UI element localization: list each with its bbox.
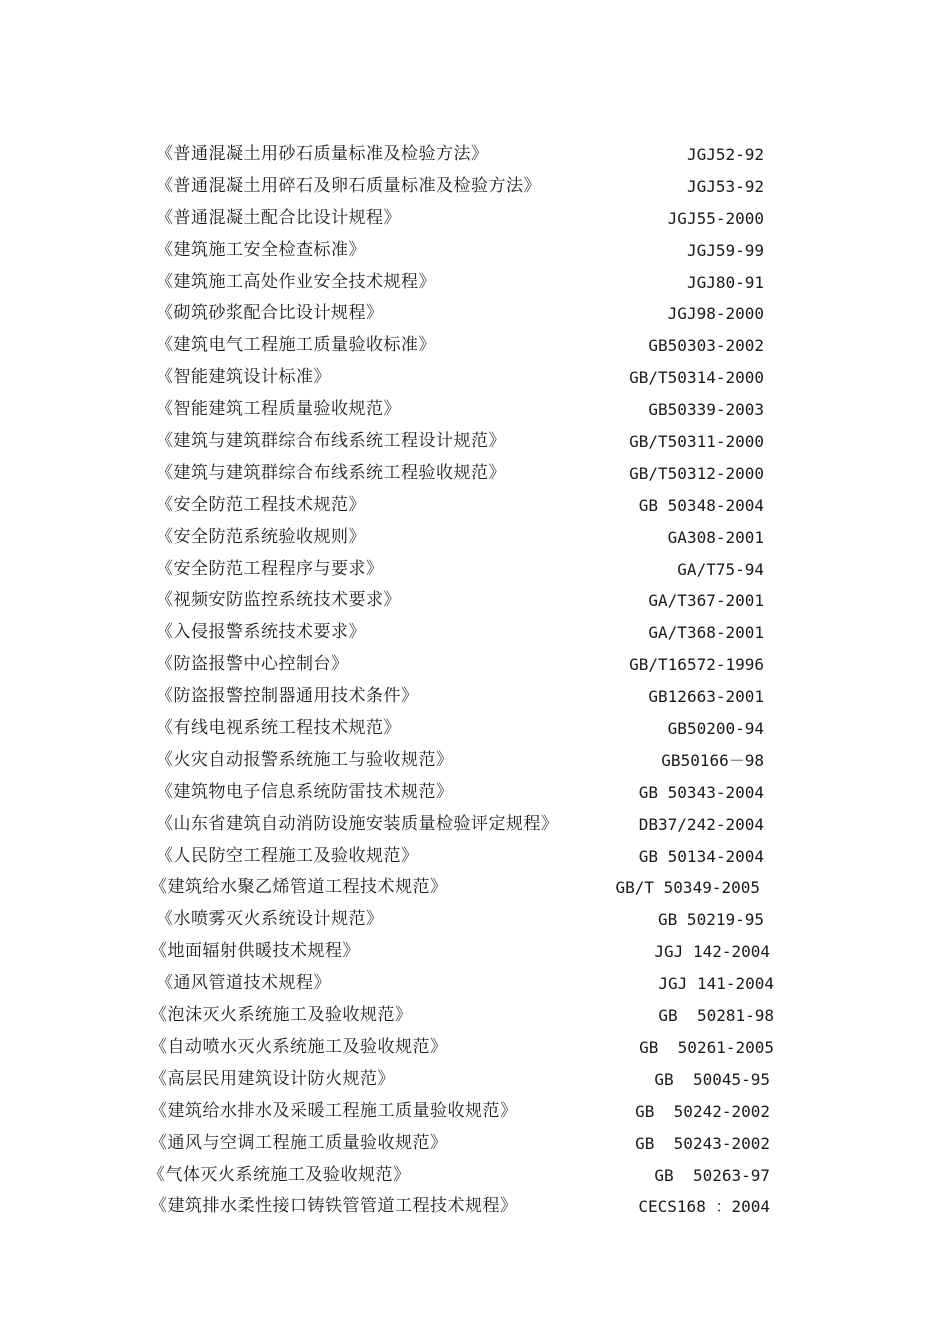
list-item: [0, 1160, 950, 1192]
standard-code: JGJ55-2000: [667, 208, 764, 228]
standard-title: 《建筑给水聚乙烯管道工程技术规范》: [150, 877, 448, 898]
standard-code: GB12663-2001: [648, 687, 764, 707]
standard-title: 《建筑施工安全检查标准》: [156, 239, 366, 260]
list-item: [0, 617, 950, 649]
standard-title: 《高层民用建筑设计防火规范》: [150, 1068, 395, 1089]
list-item: [0, 713, 950, 745]
list-item: [0, 1032, 950, 1064]
standard-title: 《地面辐射供暖技术规程》: [150, 941, 360, 962]
standard-title: 《气体灭火系统施工及验收规范》: [148, 1164, 411, 1185]
standard-code: GB 50134-2004: [638, 846, 764, 866]
standard-code: DB37/242-2004: [638, 814, 764, 834]
standard-code: GB/T16572-1996: [629, 655, 764, 675]
standard-code: GB50166－98: [661, 750, 764, 770]
standard-title: 《自动喷水灭火系统施工及验收规范》: [150, 1036, 448, 1057]
standard-code: JGJ 141-2004: [658, 974, 774, 994]
standard-title: 《建筑施工高处作业安全技术规程》: [156, 271, 436, 292]
list-item: [0, 777, 950, 809]
standard-title: 《防盗报警中心控制台》: [156, 654, 349, 675]
standard-code: GB 50343-2004: [638, 782, 764, 802]
standard-code: GB 50243-2002: [635, 1133, 770, 1153]
standard-code: GB50303-2002: [648, 336, 764, 356]
standard-code: GB/T 50349-2005: [615, 878, 760, 898]
standard-title: 《建筑与建筑群综合布线系统工程验收规范》: [156, 462, 506, 483]
list-item: [0, 809, 950, 841]
standard-code: GB 50045-95: [654, 1069, 770, 1089]
list-item: [0, 1128, 950, 1160]
list-item: [0, 1064, 950, 1096]
standard-code: GB50339-2003: [648, 400, 764, 420]
standard-title: 《建筑排水柔性接口铸铁管管道工程技术规程》: [150, 1196, 518, 1217]
standard-code: JGJ98-2000: [667, 304, 764, 324]
standard-code: CECS168 ：2004: [638, 1197, 770, 1217]
list-item: [0, 490, 950, 522]
list-item: [0, 235, 950, 267]
list-item: [0, 745, 950, 777]
standard-title: 《泡沫灭火系统施工及验收规范》: [150, 1005, 413, 1026]
standard-title: 《智能建筑工程质量验收规范》: [156, 399, 401, 420]
standard-code: GB 50263-97: [654, 1165, 770, 1185]
standard-code: GB 50242-2002: [635, 1101, 770, 1121]
list-item: [0, 203, 950, 235]
standard-title: 《火灾自动报警系统施工与验收规范》: [156, 749, 454, 770]
standard-code: GA308-2001: [667, 527, 764, 547]
list-item: [0, 171, 950, 203]
standard-code: GB/T50314-2000: [629, 368, 764, 388]
list-item: [0, 681, 950, 713]
list-item: [0, 872, 950, 904]
standard-code: GB 50281-98: [658, 1006, 774, 1026]
list-item: [0, 585, 950, 617]
standard-code: GB 50219-95: [658, 910, 764, 930]
list-item: [0, 267, 950, 299]
standard-code: GB 50348-2004: [638, 495, 764, 515]
standard-code: GB 50261-2005: [639, 1037, 774, 1057]
list-item: [0, 649, 950, 681]
standard-code: GA/T368-2001: [648, 623, 764, 643]
list-item: [0, 936, 950, 968]
standard-title: 《建筑给水排水及采暖工程施工质量验收规范》: [150, 1100, 518, 1121]
standard-code: JGJ59-99: [686, 240, 764, 260]
standard-title: 《智能建筑设计标准》: [156, 367, 331, 388]
standard-code: GA/T367-2001: [648, 591, 764, 611]
standard-title: 《视频安防监控系统技术要求》: [156, 590, 401, 611]
standard-title: 《安全防范系统验收规则》: [156, 526, 366, 547]
standard-title: 《建筑与建筑群综合布线系统工程设计规范》: [156, 431, 506, 452]
standard-title: 《普通混凝土用碎石及卵石质量标准及检验方法》: [156, 175, 541, 196]
list-item: [0, 522, 950, 554]
standard-code: GA/T75-94: [677, 559, 764, 579]
list-item: [0, 968, 950, 1000]
standard-code: JGJ 142-2004: [654, 942, 770, 962]
list-item: [0, 458, 950, 490]
list-item: [0, 1191, 950, 1223]
list-item: [0, 1096, 950, 1128]
list-item: [0, 1000, 950, 1032]
standard-code: GB50200-94: [667, 719, 764, 739]
list-item: [0, 394, 950, 426]
standard-title: 《安全防范工程程序与要求》: [156, 558, 384, 579]
standard-code: JGJ52-92: [686, 145, 764, 164]
standard-title: 《防盗报警控制器通用技术条件》: [156, 686, 419, 707]
list-item: [0, 904, 950, 936]
standard-title: 《通风管道技术规程》: [156, 973, 331, 994]
list-item: [0, 554, 950, 586]
standard-title: 《普通混凝土用砂石质量标准及检验方法》: [156, 144, 489, 164]
list-item: [0, 330, 950, 362]
standard-title: 《水喷雾灭火系统设计规范》: [156, 909, 384, 930]
standard-title: 《砌筑砂浆配合比设计规程》: [156, 303, 384, 324]
standard-code: GB/T50312-2000: [629, 463, 764, 483]
list-item: [0, 298, 950, 330]
standards-list: [0, 139, 950, 1223]
standard-code: JGJ80-91: [686, 272, 764, 292]
list-item: [0, 426, 950, 458]
list-item: [0, 139, 950, 171]
standard-title: 《有线电视系统工程技术规范》: [156, 718, 401, 739]
list-item: [0, 362, 950, 394]
standard-title: 《安全防范工程技术规范》: [156, 494, 366, 515]
standard-title: 《建筑物电子信息系统防雷技术规范》: [156, 781, 454, 802]
standard-title: 《建筑电气工程施工质量验收标准》: [156, 335, 436, 356]
standard-title: 《山东省建筑自动消防设施安装质量检验评定规程》: [156, 813, 559, 834]
standard-title: 《普通混凝土配合比设计规程》: [156, 207, 401, 228]
standard-title: 《入侵报警系统技术要求》: [156, 622, 366, 643]
standard-title: 《通风与空调工程施工质量验收规范》: [150, 1132, 448, 1153]
standard-code: JGJ53-92: [686, 176, 764, 196]
list-item: [0, 841, 950, 873]
standard-code: GB/T50311-2000: [629, 432, 764, 452]
standard-title: 《人民防空工程施工及验收规范》: [156, 845, 419, 866]
